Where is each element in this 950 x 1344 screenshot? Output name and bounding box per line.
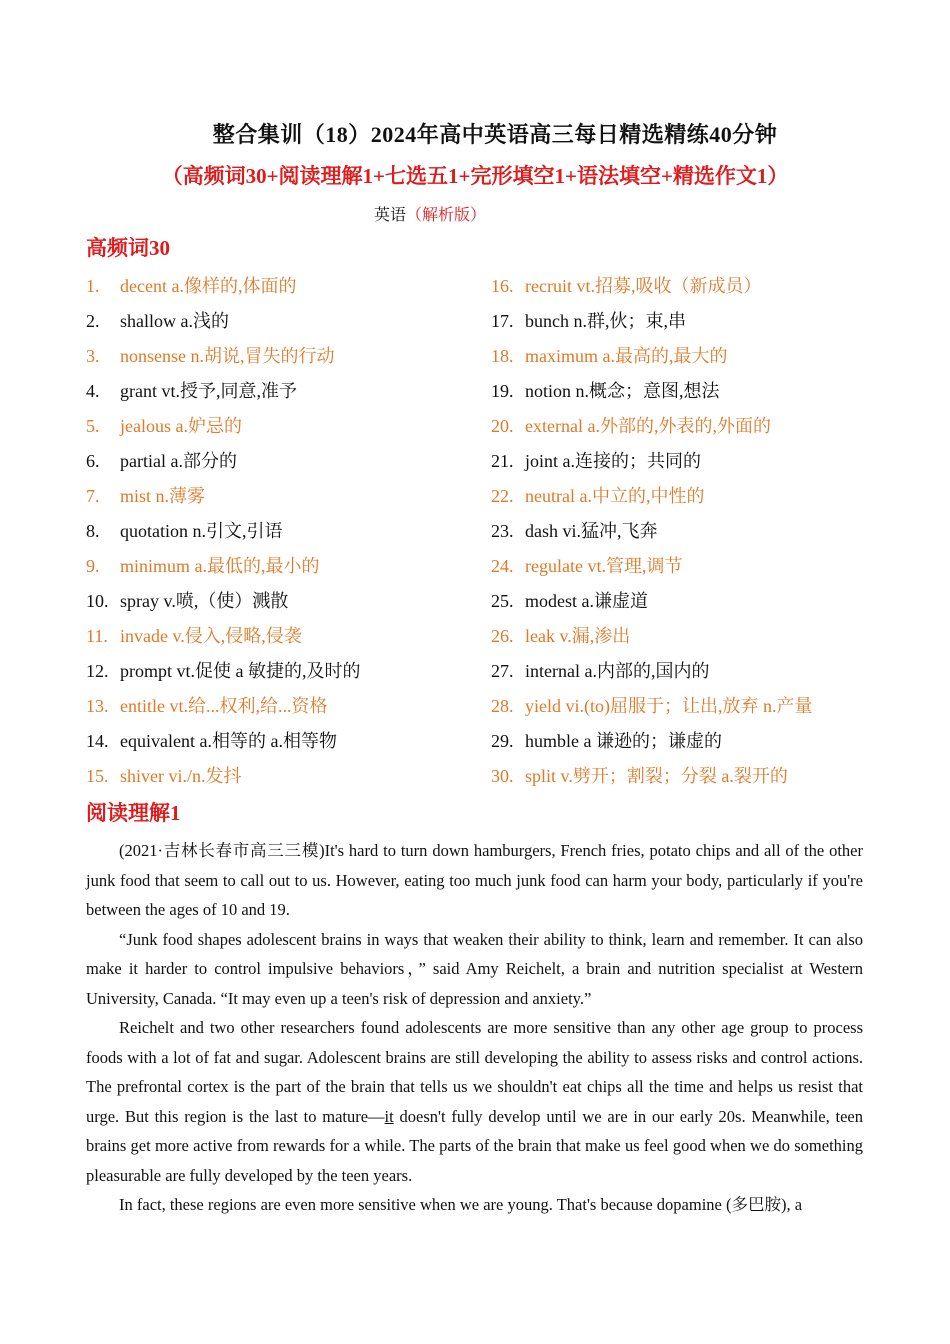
vocab-item-text: recruit vt.招募,吸收（新成员） [525,276,762,296]
vocab-item-text: prompt vt.促使 a 敏捷的,及时的 [120,661,361,681]
vocab-item [491,270,911,305]
vocab-item-number: 22. [491,486,514,506]
vocab-item-number: 17. [491,311,514,331]
vocab-item-number: 5. [86,416,100,436]
vocab-item [86,690,476,725]
vocab-item [491,655,911,690]
vocab-item-text: joint a.连接的；共同的 [525,451,701,471]
vocab-item-number: 26. [491,626,514,646]
vocab-item [491,340,911,375]
vocab-item-number: 30. [491,766,514,786]
vocab-item [491,375,911,410]
vocab-item [86,340,476,375]
vocab-item-text: neutral a.中立的,中性的 [525,486,705,506]
vocab-item-number: 24. [491,556,514,576]
vocab-item-number: 25. [491,591,514,611]
subject-note: （解析版） [406,207,487,224]
vocab-item-number: 10. [86,591,109,611]
vocab-item-number: 2. [86,311,100,331]
vocab-item-number: 14. [86,731,109,751]
passage-paragraph-1: (2021·吉林长春市高三三模)It's hard to turn down hamburgers, French fries, potato chips and all of the other junk food that seem to call out to us. However, eating too much junk food can harm your body, particularly if you're between the ages of 10 and 19. [86,841,863,919]
vocab-item-text: invade v.侵入,侵略,侵袭 [120,626,302,646]
vocab-item-number: 9. [86,556,100,576]
vocab-item-text: leak v.漏,渗出 [525,626,631,646]
vocab-item-number: 16. [491,276,514,296]
page-subtitle: （高频词30+阅读理解1+七选五1+完形填空1+语法填空+精选作文1） [161,164,789,188]
vocab-item-text: internal a.内部的,国内的 [525,661,710,681]
vocab-item-text: notion n.概念；意图,想法 [525,381,720,401]
vocab-item [491,585,911,620]
vocab-item-text: partial a.部分的 [120,451,237,471]
vocab-item-number: 27. [491,661,514,681]
vocab-item-text: jealous a.妒忌的 [120,416,242,436]
vocab-item [86,305,476,340]
vocab-item-text: mist n.薄雾 [120,486,206,506]
vocab-item [86,585,476,620]
vocab-section-heading: 高频词30 [86,236,170,260]
vocab-list-left [86,270,476,795]
vocab-item [491,550,911,585]
vocab-item-text: external a.外部的,外表的,外面的 [525,416,771,436]
vocab-item [86,760,476,795]
vocab-item-number: 4. [86,381,100,401]
vocab-item [491,410,911,445]
vocab-item-number: 12. [86,661,109,681]
vocab-item-text: maximum a.最高的,最大的 [525,346,728,366]
vocab-item-text: equivalent a.相等的 a.相等物 [120,731,337,751]
vocab-item-number: 21. [491,451,514,471]
vocab-item [86,480,476,515]
vocab-item-number: 7. [86,486,100,506]
vocab-item-number: 19. [491,381,514,401]
reading-passage [86,836,863,1220]
vocab-item [86,550,476,585]
vocab-item-text: bunch n.群,伙；束,串 [525,311,686,331]
passage-paragraph-3 [86,1013,863,1190]
vocab-item-text: humble a 谦逊的；谦虚的 [525,731,722,751]
vocab-item-text: split v.劈开；割裂；分裂 a.裂开的 [525,766,788,786]
vocab-item [491,620,911,655]
vocab-item [491,480,911,515]
vocab-item-number: 8. [86,521,100,541]
vocab-item-number: 28. [491,696,514,716]
vocab-item-text: minimum a.最低的,最小的 [120,556,320,576]
vocab-item-text: spray v.喷,（使）溅散 [120,591,289,611]
passage-paragraph-4: In fact, these regions are even more sensitive when we are young. That's because dopamine (多巴胺), a [119,1195,803,1214]
vocab-item-text: nonsense n.胡说,冒失的行动 [120,346,335,366]
subject-line [374,202,486,225]
vocab-item-text: quotation n.引文,引语 [120,521,283,541]
vocab-item [491,445,911,480]
vocab-item [491,515,911,550]
vocab-list-right [491,270,911,795]
vocab-item [491,760,911,795]
paragraph-3-part-1: Reichelt and two other researchers found adolescents are more sensitive than any other age group to process foods with a lot of fat and sugar. Adolescent brains are still developing the ability to assess risks and control actions. The prefrontal cortex is the part of the brain that tells us we shouldn't eat chips all the time and helps us resist that urge. But this region is the last to mature— [86,1018,863,1126]
passage-paragraph-2: “Junk food shapes adolescent brains in ways that weaken their ability to think, learn and remember. It can also make it harder to control impulsive behaviors，” said Amy Reichelt, a brain and nutrition specialist at Western University, Canada. “It may even up a teen's risk of depression and anxiety.” [86,929,863,1008]
vocab-item [86,445,476,480]
vocab-item-number: 29. [491,731,514,751]
vocab-item-text: entitle vt.给...权利,给...资格 [120,696,328,716]
vocab-item-text: dash vi.猛冲,飞奔 [525,521,658,541]
vocab-item [491,690,911,725]
vocab-item [491,725,911,760]
vocab-item-number: 18. [491,346,514,366]
vocab-item-number: 23. [491,521,514,541]
vocab-item-number: 13. [86,696,109,716]
vocab-item-text: grant vt.授予,同意,准予 [120,381,297,401]
paragraph-3-part-2: doesn't fully develop until we are in our early 20s. Meanwhile, teen brains get more active from rewards for a while. The parts of the brain that make us feel good when we do something pleasurable are fully developed by the teen years. [86,1106,863,1185]
vocab-item [86,655,476,690]
vocab-item [86,515,476,550]
vocab-item-number: 6. [86,451,100,471]
vocab-item [86,410,476,445]
underlined-word: it [384,1106,394,1126]
vocab-item [86,725,476,760]
vocab-item-number: 3. [86,346,100,366]
vocab-item-text: shiver vi./n.发抖 [120,766,242,786]
vocab-item [86,620,476,655]
vocab-item-number: 20. [491,416,514,436]
vocab-item [86,375,476,410]
page-title: 整合集训（18）2024年高中英语高三每日精选精练40分钟 [212,122,778,147]
vocab-item-text: modest a.谦虚道 [525,591,648,611]
vocab-item-number: 15. [86,766,109,786]
vocab-item [86,270,476,305]
vocab-item-number: 1. [86,276,100,296]
reading-section-heading: 阅读理解1 [86,801,181,825]
vocab-item-text: shallow a.浅的 [120,311,229,331]
vocab-item [491,305,911,340]
vocab-item-text: regulate vt.管理,调节 [525,556,683,576]
vocab-item-text: yield vi.(to)屈服于；让出,放弃 n.产量 [525,696,813,716]
subject-label: 英语 [374,207,407,224]
vocab-item-text: decent a.像样的,体面的 [120,276,297,296]
vocab-item-number: 11. [86,626,108,646]
